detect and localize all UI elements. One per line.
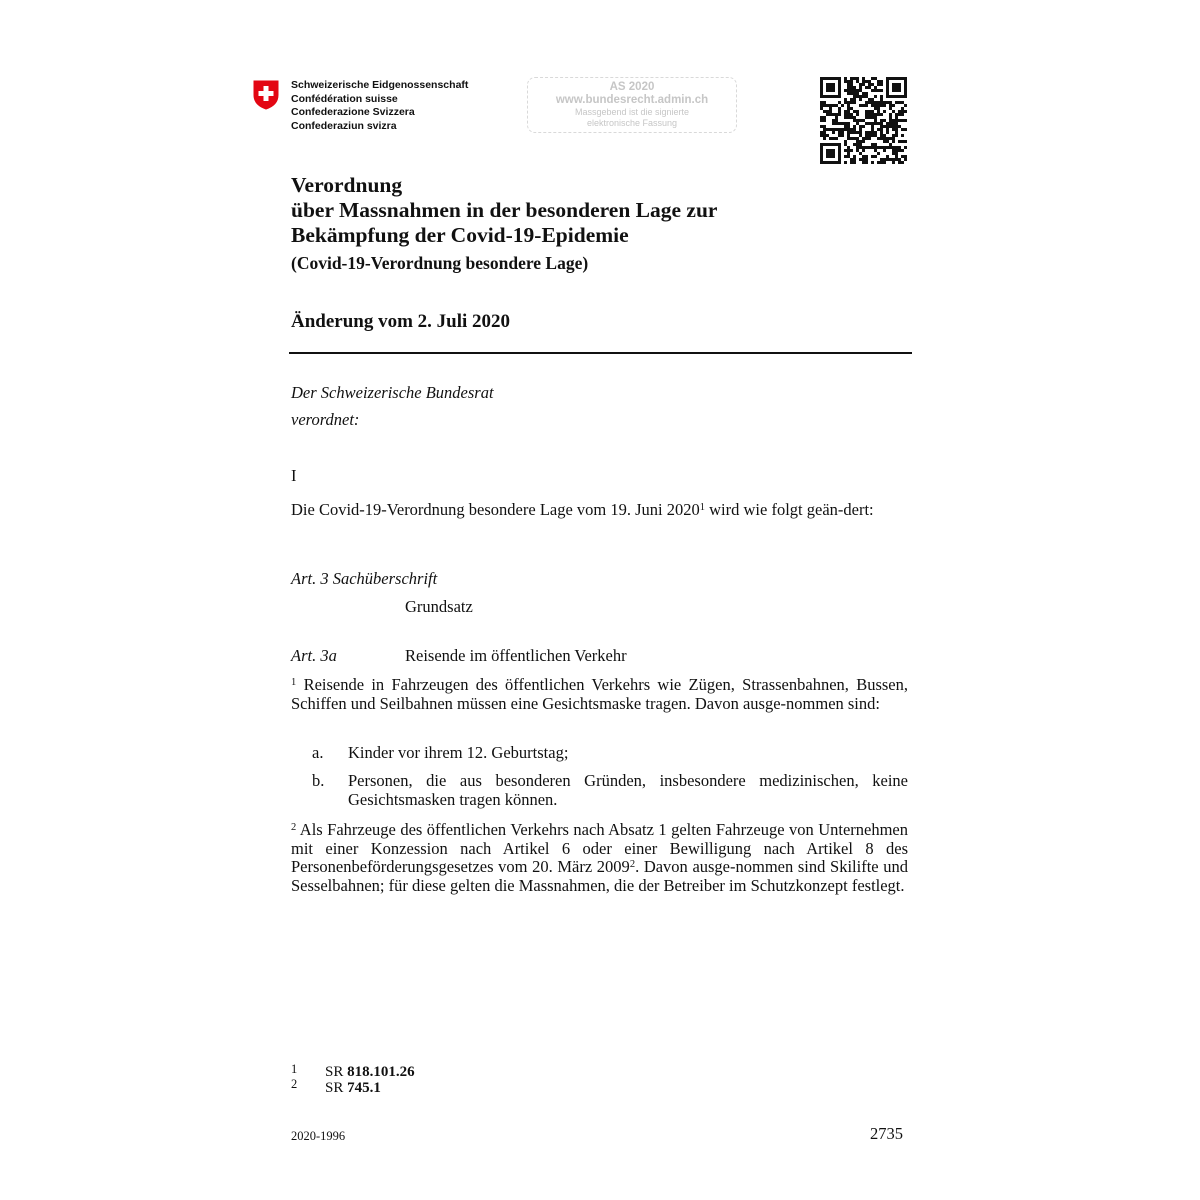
paragraph-number-1: 1 [291, 677, 297, 688]
confederation-name-fr: Confédération suisse [291, 92, 398, 105]
art3a-heading: Reisende im öffentlichen Verkehr [405, 646, 627, 665]
stamp-collection: AS 2020 [609, 81, 655, 93]
list-item-b-label: b. [312, 771, 325, 790]
confederation-name-rm: Confederaziun svizra [291, 119, 397, 132]
footnote-2-number: 2 [291, 1077, 298, 1091]
footnote-2 [325, 1080, 381, 1097]
paragraph-1-text: Reisende in Fahrzeugen des öffentlichen Verkehrs wie Zügen, Strassenbahnen, Bussen, Schiffen und Seilbahnen müssen eine Gesichtsmaske tragen. Davon ausge-nommen sind: [291, 675, 909, 713]
footnote-1 [325, 1064, 415, 1081]
stamp-note-line1: Massgebend ist die signierte [574, 107, 690, 117]
preamble-decrees: verordnet: [291, 410, 360, 429]
qr-code-icon [820, 77, 907, 164]
title-line-2: über Massnahmen in der besonderen Lage zur [291, 198, 718, 222]
list-item-a-text: Kinder vor ihrem 12. Geburtstag; [348, 743, 569, 762]
confederation-name-de: Schweizerische Eidgenossenschaft [291, 79, 469, 91]
official-publication-stamp [527, 77, 737, 133]
footnote-2-ref: 745.1 [347, 1080, 381, 1096]
intro-text: Die Covid-19-Verordnung besondere Lage vom 19. Juni 2020 [291, 500, 700, 519]
title-divider [289, 352, 912, 354]
art3a-paragraph-2 [291, 821, 908, 895]
paragraph-number-2: 2 [291, 822, 297, 833]
footnote-ref-1: 1 [699, 502, 706, 513]
page-number: 2735 [870, 1124, 903, 1143]
footnote-2-prefix: SR [325, 1080, 348, 1096]
title-line-3: Bekämpfung der Covid-19-Epidemie [291, 223, 629, 247]
amendment-date: Änderung vom 2. Juli 2020 [291, 311, 511, 332]
stamp-url: www.bundesrecht.admin.ch [555, 94, 709, 106]
intro-text-end: wird wie folgt geän-dert: [705, 500, 874, 519]
document-number: 2020-1996 [291, 1129, 346, 1143]
confederation-names [291, 79, 468, 133]
stamp-note-line2: elektronische Fassung [586, 118, 678, 128]
short-title: (Covid-19-Verordnung besondere Lage) [291, 253, 589, 273]
footnote-ref-2: 2 [629, 859, 636, 870]
section-number: I [291, 466, 297, 485]
footnote-1-number: 1 [291, 1062, 298, 1076]
art3a-paragraph-1 [291, 676, 908, 713]
list-item-b-text: Personen, die aus besonderen Gründen, insbesondere medizinischen, keine Gesichtsmasken tragen können. [348, 771, 908, 809]
preamble-authority: Der Schweizerische Bundesrat [291, 383, 494, 402]
art3-heading: Grundsatz [405, 597, 473, 616]
title-line-1: Verordnung [291, 173, 403, 197]
confederation-name-it: Confederazione Svizzera [291, 106, 415, 118]
document-title [291, 173, 717, 248]
art3a-label: Art. 3a [291, 646, 337, 665]
art3-label: Art. 3 Sachüberschrift [291, 569, 438, 588]
footnote-1-ref: 818.101.26 [347, 1064, 415, 1080]
list-item-a-label: a. [312, 743, 324, 762]
intro-paragraph [291, 501, 908, 520]
footnote-1-prefix: SR [325, 1064, 348, 1080]
paragraph-2-text-end: . Davon ausge-nommen sind Skilifte und Sesselbahnen; für diese gelten die Massnahmen, die der Betreiber im Schutzkonzept festlegt. [291, 857, 908, 895]
swiss-coat-of-arms-icon [253, 80, 279, 110]
paragraph-2-text: Als Fahrzeuge des öffentlichen Verkehrs nach Absatz 1 gelten Fahrzeuge von Unternehmen mit einer Konzession nach Artikel 6 oder einer Bewilligung nach Artikel 8 des Personenbeförderungsgesetzes vom 20. März 2009 [291, 820, 908, 876]
